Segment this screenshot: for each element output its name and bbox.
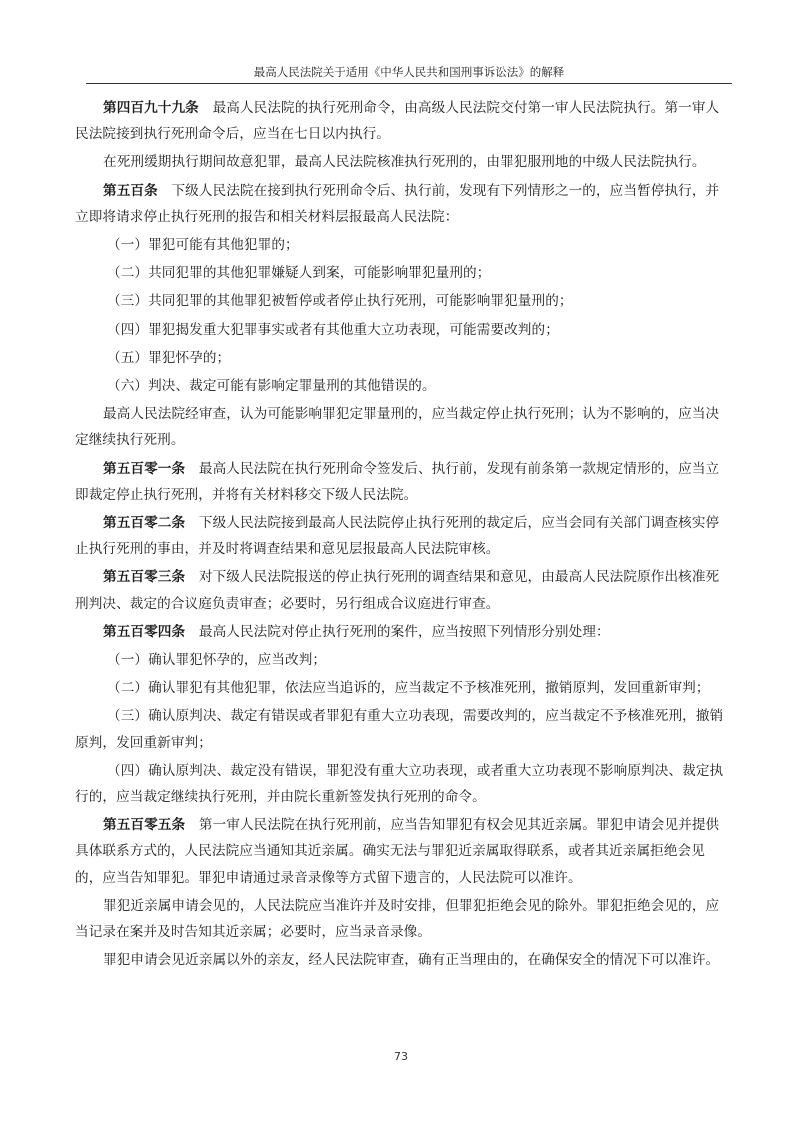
paragraph-text: （二）确认罪犯有其他犯罪，依法应当追诉的，应当裁定不予核准死刑，撤销原判，发回重新审判； (107, 680, 710, 697)
list-item (75, 345, 727, 371)
article-paragraph (75, 564, 727, 616)
paragraph-text: 第一审人民法院在执行死刑前，应当告知罪犯有权会见其近亲属。罪犯申请会见并提供具体联系方式的，人民法院应当通知其近亲属。确实无法与罪犯近亲属取得联系，或者其近亲属拒绝会见的，应当告知罪犯。罪犯申请通过录音录像等方式留下遗言的，人民法院可以准许。 (75, 817, 720, 886)
paragraph-text: 最高人民法院在执行死刑命令签发后、执行前，发现有前条第一款规定情形的，应当立即裁定停止执行死刑，并将有关材料移交下级人民法院。 (75, 460, 720, 503)
list-item (75, 288, 727, 314)
list-item (75, 758, 727, 810)
list-item (75, 703, 727, 755)
paragraph-text: （六）判决、裁定可能有影响定罪量刑的其他错误的。 (107, 378, 436, 395)
article-label: 第五百零四条 (103, 623, 186, 640)
list-item (75, 317, 727, 343)
paragraph-text: 罪犯近亲属申请会见的，人民法院应当准许并及时安排，但罪犯拒绝会见的除外。罪犯拒绝会见的，应当记录在案并及时告知其近亲属；必要时，应当录音录像。 (75, 897, 720, 941)
article-label: 第五百零三条 (103, 569, 186, 586)
list-item (75, 260, 727, 286)
paragraph-text: （五）罪犯怀孕的； (107, 349, 231, 366)
paragraph-text: （二）共同犯罪的其他犯罪嫌疑人到案，可能影响罪犯量刑的； (107, 265, 491, 282)
paragraph-text: 下级人民法院在接到执行死刑命令后、执行前，发现有下列情形之一的，应当暂停执行，并立即将请求停止执行死刑的报告和相关材料层报最高人民法院： (75, 182, 720, 225)
paragraph-text: 在死刑缓期执行期间故意犯罪，最高人民法院核准执行死刑的，由罪犯服刑地的中级人民法院执行。 (103, 154, 706, 171)
paragraph-text: 最高人民法院对停止执行死刑的案件，应当按照下列情形分别处理： (198, 623, 610, 640)
list-item (75, 373, 727, 399)
article-label: 第五百零二条 (103, 515, 186, 532)
running-header: 最高人民法院关于适用《中华人民共和国刑事诉讼法》的解释 (253, 65, 565, 79)
paragraph-text: 下级人民法院接到最高人民法院停止执行死刑的裁定后，应当会同有关部门调查核实停止执行死刑的事由，并及时将调查结果和意见层报最高人民法院审核。 (75, 515, 720, 558)
header-divider (86, 83, 732, 84)
article-paragraph (75, 456, 727, 508)
article-label: 第五百零五条 (103, 817, 186, 834)
paragraph-text: 对下级人民法院报送的停止执行死刑的调查结果和意见，由最高人民法院原作出核准死刑判决、裁定的合议庭负责审查；必要时，另行组成合议庭进行审查。 (75, 569, 720, 612)
paragraph (75, 149, 727, 175)
article-paragraph (75, 510, 727, 562)
article-label: 第四百九十九条 (103, 100, 199, 116)
paragraph-text: （三）确认原判决、裁定有错误或者罪犯有重大立功表现，需要改判的，应当裁定不予核准死刑，撤销原判，发回重新审判； (75, 708, 724, 751)
paragraph-text: （四）确认原判决、裁定没有错误，罪犯没有重大立功表现，或者重大立功表现不影响原判决、裁定执行的，应当裁定继续执行死刑，并由院长重新签发执行死刑的命令。 (75, 762, 724, 806)
list-item (75, 647, 727, 673)
paragraph-text: （四）罪犯揭发重大犯罪事实或者有其他重大立功表现，可能需要改判的； (107, 321, 559, 338)
list-item (75, 675, 727, 701)
paragraph-text: （三）共同犯罪的其他罪犯被暂停或者停止执行死刑，可能影响罪犯量刑的； (107, 293, 573, 310)
article-paragraph (75, 178, 727, 230)
page-number: 73 (394, 1050, 408, 1063)
article-paragraph (75, 95, 727, 147)
article-label: 第五百条 (103, 182, 158, 199)
article-label: 第五百零一条 (103, 460, 186, 477)
document-body (75, 95, 727, 976)
paragraph-text: （一）确认罪犯怀孕的，应当改判； (107, 652, 327, 669)
article-paragraph (75, 812, 727, 891)
paragraph-text: 罪犯申请会见近亲属以外的亲友，经人民法院审查，确有正当理由的，在确保安全的情况下可以准许。 (103, 952, 720, 969)
article-paragraph (75, 619, 727, 645)
paragraph (75, 401, 727, 453)
paragraph (75, 947, 727, 973)
paragraph-text: （一）罪犯可能有其他犯罪的； (107, 237, 299, 254)
list-item (75, 232, 727, 258)
paragraph (75, 893, 727, 945)
paragraph-text: 最高人民法院经审查，认为可能影响罪犯定罪量刑的，应当裁定停止执行死刑；认为不影响的，应当决定继续执行死刑。 (75, 406, 720, 449)
paragraph-text: 最高人民法院的执行死刑命令，由高级人民法院交付第一审人民法院执行。第一审人民法院接到执行死刑命令后，应当在七日以内执行。 (75, 100, 720, 143)
